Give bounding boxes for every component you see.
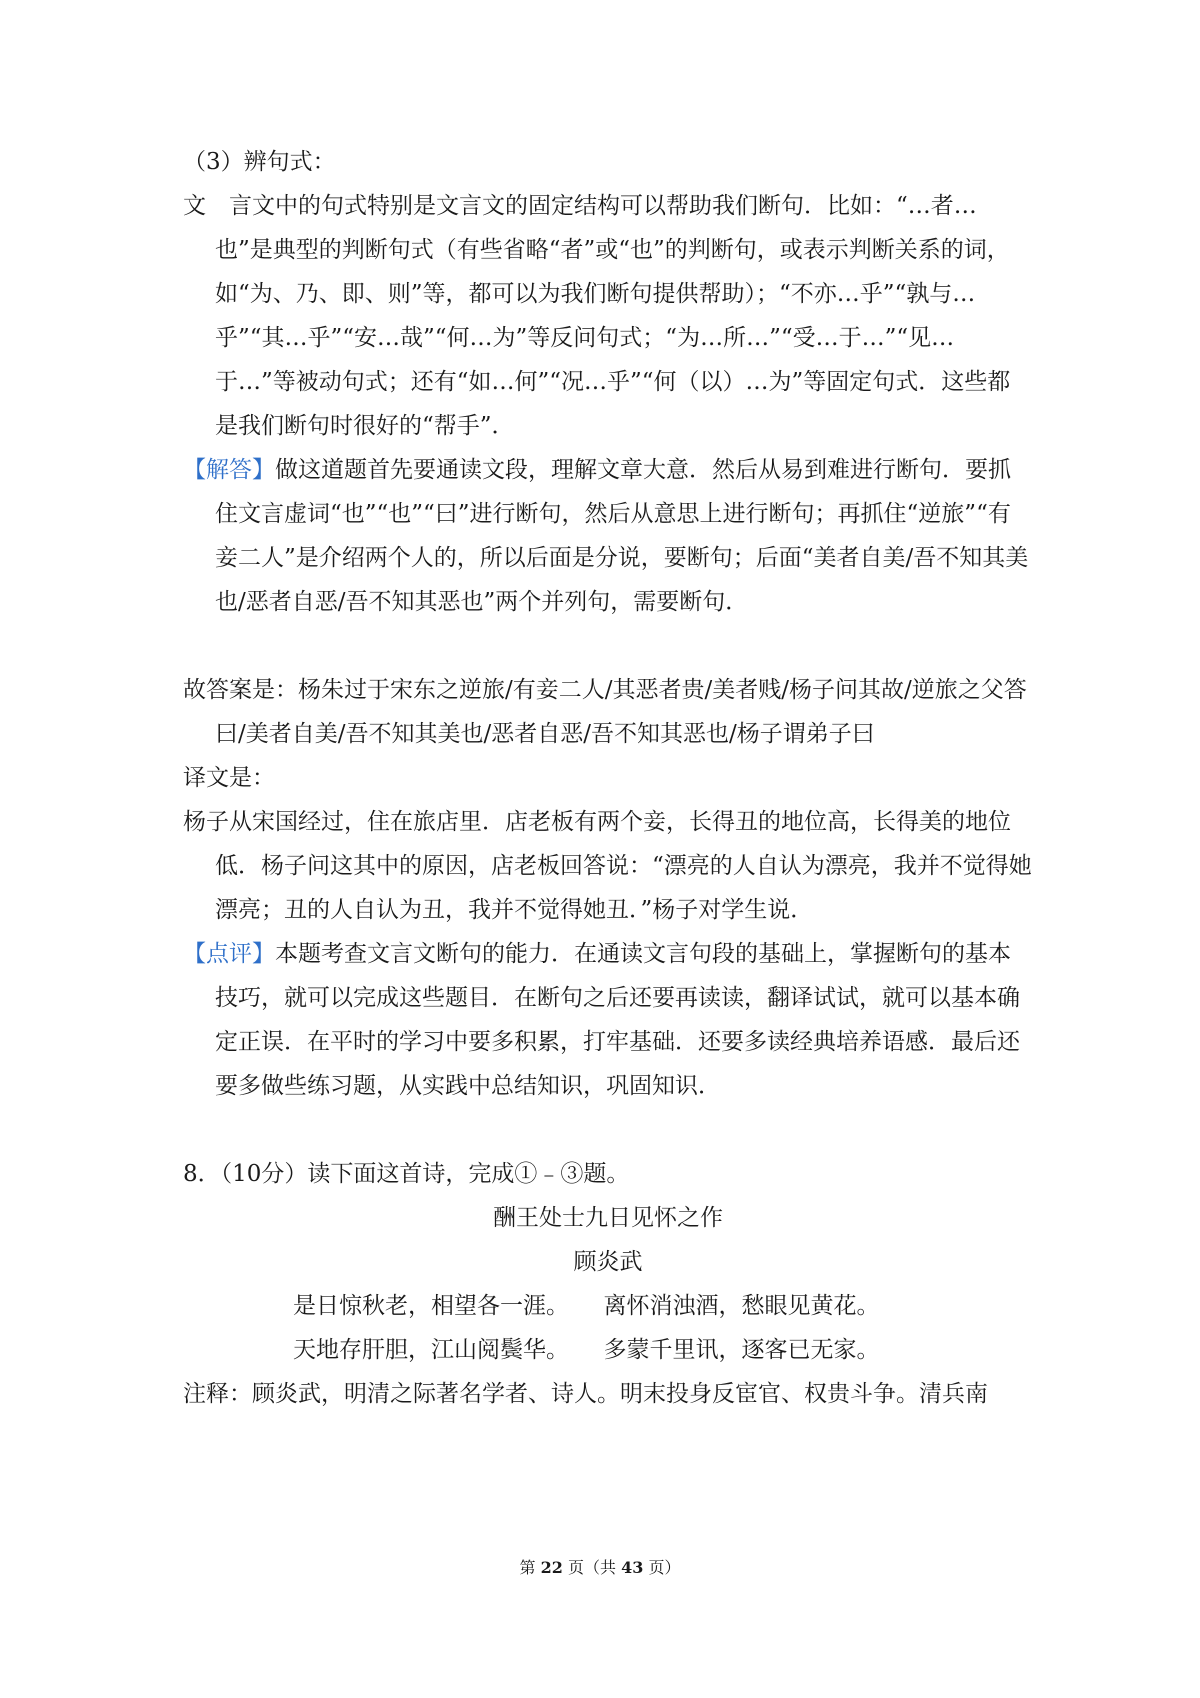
page-content [183, 140, 1033, 1416]
comment-tag: 【点评】 [183, 941, 275, 967]
answer-tag: 【解答】 [183, 457, 275, 483]
final-answer: 故答案是：杨朱过于宋东之逆旅/有妾二人/其恶者贵/美者贱/杨子问其故/逆旅之父答曰/美者自美/吾不知其美也/恶者自恶/吾不知其恶也/杨子谓弟子曰 [183, 677, 1027, 747]
footer-mid: 页（共 [567, 1558, 616, 1577]
poem-line: 天地存肝胆，江山阅鬓华。 多蒙千里讯，逐客已无家。 [293, 1337, 880, 1363]
translation-label: 译文是： [183, 765, 275, 791]
answer-paragraph [183, 448, 1033, 624]
spacer [183, 624, 1033, 668]
page-footer [0, 1555, 1200, 1578]
section-heading: （3）辨句式： [183, 149, 336, 175]
section-body: 文 言文中的句式特别是文言文的固定结构可以帮助我们断句．比如：“…者…也”是典型的判断句式（有些省略“者”或“也”的判断句，或表示判断关系的词，如“为、乃、即、则”等，都可以为我们断句提供帮助）；“不亦…乎”“孰与…乎”“其…乎”“安…哉”“何…为”等反问句式；“为…所…”“受…于…”“见…于…”等被动句式；还有“如…何”“况…乎”“何（以）…为”等固定句式．这些都是我们断句时很好的“帮手”． [183, 193, 1011, 439]
poem-title: 酬王处士九日见怀之作 [493, 1205, 723, 1231]
poem-line: 是日惊秋老，相望各一涯。 离怀消浊酒，愁眼见黄花。 [293, 1293, 880, 1319]
comment-paragraph [183, 932, 1033, 1108]
footer-total-pages: 43 [621, 1558, 644, 1577]
answer-text: 做这道题首先要通读文段，理解文章大意．然后从易到难进行断句．要抓住文言虚词“也”“也”“曰”进行断句，然后从意思上进行断句；再抓住“逆旅”“有妾二人”是介绍两个人的，所以后面是分说，要断句；后面“美者自美/吾不知其美也/恶者自恶/吾不知其恶也”两个并列句，需要断句． [215, 457, 1029, 615]
footer-suffix: 页） [648, 1558, 681, 1577]
spacer [183, 1108, 1033, 1152]
translation-text: 杨子从宋国经过，住在旅店里．店老板有两个妾，长得丑的地位高，长得美的地位低．杨子问这其中的原因，店老板回答说：“漂亮的人自认为漂亮，我并不觉得她漂亮；丑的人自认为丑，我并不觉得她丑．”杨子对学生说． [183, 809, 1032, 923]
footer-prefix: 第 [519, 1558, 536, 1577]
question-prompt: 8．（10分）读下面这首诗，完成①﹣③题。 [183, 1161, 630, 1187]
poem-author: 顾炎武 [573, 1249, 643, 1275]
comment-text: 本题考查文言文断句的能力．在通读文言句段的基础上，掌握断句的基本技巧，就可以完成这些题目．在断句之后还要再读读，翻译试试，就可以基本确定正误．在平时的学习中要多积累，打牢基础．还要多读经典培养语感．最后还要多做些练习题，从实践中总结知识，巩固知识． [215, 941, 1020, 1099]
footer-page-number: 22 [540, 1558, 563, 1577]
poem-note: 注释：顾炎武，明清之际著名学者、诗人。明末投身反宦官、权贵斗争。清兵南 [183, 1381, 988, 1407]
